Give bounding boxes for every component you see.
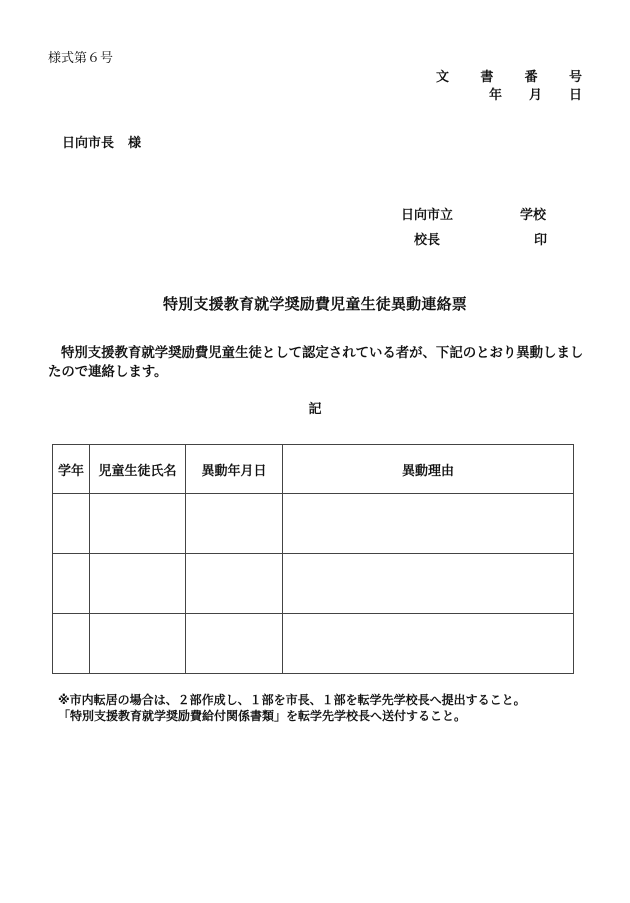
document-number-char: 番 <box>524 70 538 85</box>
form-number: 様式第６号 <box>48 51 114 66</box>
addressee <box>62 132 141 151</box>
cell-transfer-reason[interactable] <box>283 494 574 554</box>
cell-grade[interactable] <box>53 554 90 614</box>
date-year-label: 年 <box>489 88 503 103</box>
seal-label: 印 <box>534 233 548 248</box>
header-student-name: 児童生徒氏名 <box>90 445 186 494</box>
principal-label: 校長 <box>414 233 441 248</box>
sender-principal <box>414 229 548 248</box>
note-line: ※市内転居の場合は、２部作成し、１部を市長、１部を転学先学校長へ提出すること。 <box>58 693 526 707</box>
sender-city-prefix: 日向市立 <box>401 208 454 223</box>
header-transfer-date: 異動年月日 <box>186 445 283 494</box>
table-row <box>53 614 574 674</box>
header-grade: 学年 <box>53 445 90 494</box>
cell-transfer-date[interactable] <box>186 554 283 614</box>
cell-grade[interactable] <box>53 614 90 674</box>
document-number-char: 号 <box>568 70 582 85</box>
date-month-label: 月 <box>528 88 542 103</box>
table-header-row <box>53 445 574 494</box>
cell-transfer-date[interactable] <box>186 494 283 554</box>
cell-grade[interactable] <box>53 494 90 554</box>
date-day-label: 日 <box>568 88 582 103</box>
cell-student-name[interactable] <box>90 494 186 554</box>
note-line: 「特別支援教育就学奨励費給付関係書類」を転学先学校長へ送付すること。 <box>58 709 467 723</box>
date-line <box>489 84 582 103</box>
table-row <box>53 554 574 614</box>
cell-student-name[interactable] <box>90 554 186 614</box>
sender-school <box>401 204 547 223</box>
transfer-record-table <box>52 444 574 674</box>
cell-transfer-reason[interactable] <box>283 614 574 674</box>
ki-heading: 記 <box>308 402 322 417</box>
sender-school-suffix: 学校 <box>520 208 547 223</box>
cell-student-name[interactable] <box>90 614 186 674</box>
notes <box>58 692 526 724</box>
addressee-name: 日向市長 <box>62 136 115 151</box>
document-number-line <box>436 66 582 85</box>
addressee-honorific: 様 <box>128 136 142 151</box>
cell-transfer-date[interactable] <box>186 614 283 674</box>
header-transfer-reason: 異動理由 <box>283 445 574 494</box>
document-title: 特別支援教育就学奨励費児童生徒異動連絡票 <box>162 295 467 313</box>
body-text: 特別支援教育就学奨励費児童生徒として認定されている者が、下記のとおり異動しましたので連絡します。 <box>48 346 584 380</box>
document-number-char: 書 <box>480 70 494 85</box>
cell-transfer-reason[interactable] <box>283 554 574 614</box>
table-row <box>53 494 574 554</box>
document-number-char: 文 <box>436 70 450 85</box>
